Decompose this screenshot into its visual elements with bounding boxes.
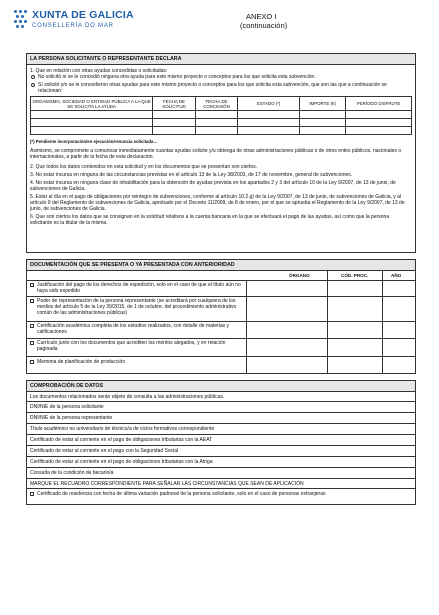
doc-item-fee: Justificación del pago de los derechos de expedición, solo en el caso de que el título aún no haya sido expedido [37, 282, 241, 295]
declaration-point-2: 2. Que todos los datos contenidos en esta solicitud y en los documentos que se presentan son ciertos. [30, 164, 258, 170]
aid-col-period: PERÍODO DISFRUTE [346, 97, 412, 111]
verify-item-aeat: Certificado de estar al corriente en el pago de obligaciones tributarias con la AEAT [30, 437, 213, 443]
annex-subtitle: (continuación) [240, 21, 288, 30]
aid-col-organism: ORGANISMO, SOCIEDAD O ENTIDAD PÚBLICA A LA QUE SE SOLICITA LA AYUDA [32, 98, 151, 109]
doc-checkbox-power[interactable] [30, 299, 34, 303]
option-other-aid: Sí solicitó y/o se le concedieron otras ayudas para este mismo proyecto o conceptos para los que solicita esta subvención, que son las que a continuación se relacionan: [38, 82, 387, 95]
verify-item-atriga: Certificado de estar al corriente en el pago de obligaciones tributarias con la Atriga [30, 459, 213, 465]
aid-footnote: (*) Pendiente incorporación/en ejecución/renuncia solicitada… [30, 139, 158, 144]
verification-heading: COMPROBACIÓN DE DATOS [30, 383, 104, 389]
declaration-point-5: 5. Estar al día en el pago de obligaciones por reintegro de subvenciones, conforme al artículo 10.2.g) de la Ley 9/2007, de 13 de junio, de subvenciones de Galicia, y al artículo 9 del Reglamento de subvenciones de Galicia, aprobado por el Decreto 11/2009, de 8 de enero, por el que se aprueba el Reglamento de la Ley 9/2007, de 13 de junio, de subvenciones de Galicia. [30, 194, 405, 213]
verify-item-dni-applicant: DNI/NIE de la persona solicitante [30, 404, 104, 410]
verify-item-scholar: Consulta de la condición de becario/a [30, 470, 114, 476]
doc-item-academic: Certificación académica completa de los estudios realizados, con detalle de materias y calificaciones [37, 323, 230, 336]
aid-col-grant-date: FECHA DE CONCESIÓN [195, 97, 238, 111]
radio-no-aid[interactable] [31, 75, 35, 79]
documentation-heading: DOCUMENTACIÓN QUE SE PRESENTA O YA PRESENTADA CON ANTERIORIDAD [30, 262, 235, 268]
doc-checkbox-fee[interactable] [30, 283, 34, 287]
department-name: CONSELLERÍA DO MAR [32, 23, 114, 29]
aid-col-amount: IMPORTE (€) [299, 97, 345, 111]
declaration-section [26, 53, 416, 253]
residence-checkbox[interactable] [30, 492, 34, 496]
aid-col-request-date: FECHA DE SOLICITUD [153, 97, 195, 111]
org-name: XUNTA DE GALICIA [32, 9, 134, 21]
xunta-logo-icon [14, 10, 28, 32]
declaration-point-4: 4. No estar incursa en ninguna clase de inhabilitación para la obtención de ayudas prevista en los apartados 2 y 3 del artículo 10 de la Ley 9/2007, de 13 de junio, de subvenciones de Galicia. [30, 180, 396, 193]
col-code: CÓD. PROC. [341, 273, 369, 278]
verification-intro: Los documentos relacionados serán objeto de consulta a las administraciones públicas. [30, 394, 225, 400]
col-organ: ÓRGANO [289, 273, 310, 278]
annex-title: ANEXO I [246, 12, 277, 21]
radio-other-aid[interactable] [31, 83, 35, 87]
mark-heading: MARQUE EL RECUADRO CORRESPONDIENTE PARA SEÑALAR LAS CIRCUNSTANCIAS QUE SEAN DE APLICACIÓN [30, 481, 304, 487]
doc-checkbox-academic[interactable] [30, 324, 34, 328]
declaration-point-3: 3. No estar incursa en ninguna de las circunstancias previstas en el artículo 13 de la Ley 38/2003, de 17 de noviembre, general de subvenciones. [30, 172, 353, 178]
option-no-aid: No solicitó ni se le concedió ninguna otra ayuda para este mismo proyecto o conceptos para los que solicita esta subvención. [38, 74, 316, 80]
declaration-heading: LA PERSONA SOLICITANTE O REPRESENTANTE DECLARA [30, 56, 182, 62]
doc-item-power: Poder de representación de la persona representante (se acreditará por cualquiera de los medios del artículo 5 de la Ley 39/2015, de 1 de octubre, del procedimiento administrativo común de las administraciones públicas) [37, 298, 237, 317]
doc-checkbox-memory[interactable] [30, 360, 34, 364]
declaration-point-6: 6. Que son ciertos los datos que se consignan en la solicitud relativos a la cuenta bancaria en la que se efectuará el pago de las ayudas, así como que la persona solicitante es la titular de la misma. [30, 214, 390, 227]
aid-col-status: ESTADO (*) [238, 97, 300, 111]
aid-table-row[interactable] [31, 119, 412, 127]
aid-table-row[interactable] [31, 127, 412, 135]
doc-item-cv: Currículo junto con los documentos que acrediten los méritos alegados, y en relación paginada [37, 340, 226, 353]
verify-item-social-security: Certificado de estar al corriente en el pago con la Seguridad Social [30, 448, 179, 454]
verify-item-dni-representative: DNI/NIE de la persona representante [30, 415, 113, 421]
mark-item-residence: Certificado de residencia con fecha de última variación padronal de la persona solicitante, solo en el caso de personas extranjeras [37, 491, 326, 497]
commitment-text: Asimismo, se compromete a comunicar inmediatamente cuantas ayudas solicite y/u obtenga de otras administraciones públicas o de otros entes públicos, nacionales o internacionales, a partir de la fecha de esta declaración. [30, 148, 402, 161]
aid-table-row[interactable] [31, 111, 412, 119]
question-1: 1. Que en relación con otras ayudas concedidas o solicitadas: [30, 68, 168, 74]
doc-checkbox-cv[interactable] [30, 341, 34, 345]
doc-item-memory: Memoria de planificación de producción [37, 359, 126, 365]
col-year: AÑO [391, 273, 402, 278]
verification-section [26, 380, 416, 505]
verify-item-degree: Título académico no universitario de técnico/a de ciclos formativos correspondiente [30, 426, 215, 432]
documentation-section [26, 259, 416, 374]
aid-table [30, 96, 412, 135]
